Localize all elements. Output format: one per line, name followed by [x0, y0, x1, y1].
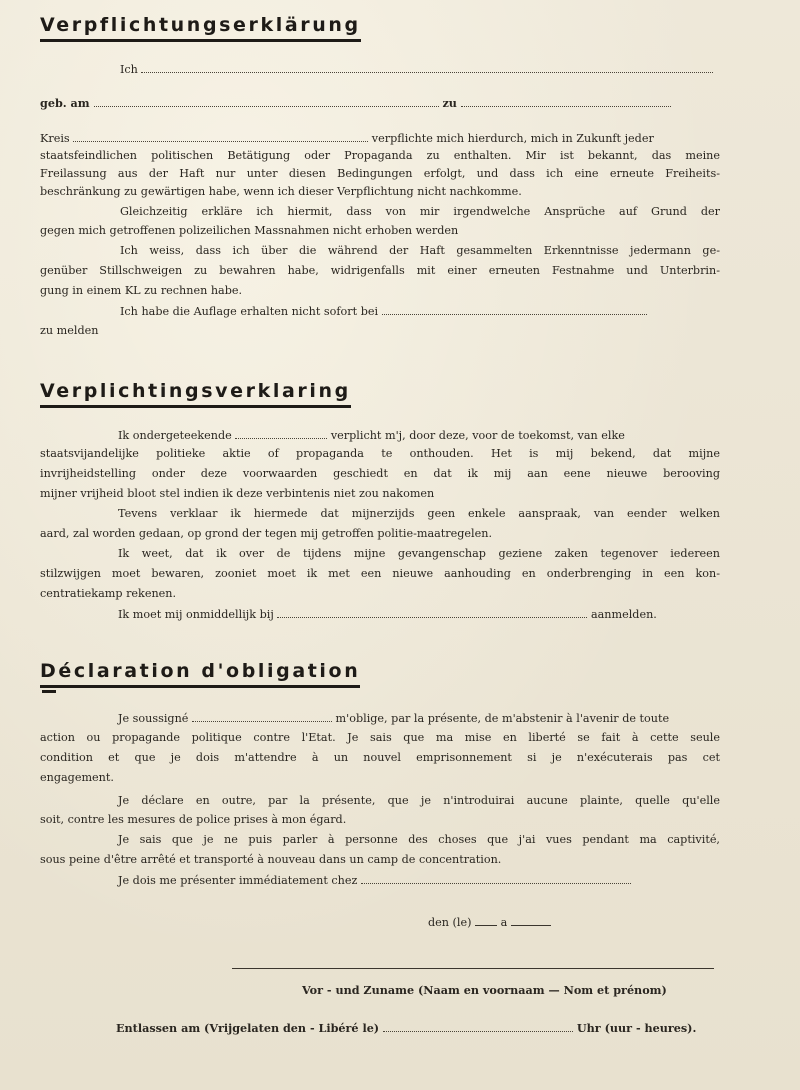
- birthdate-field[interactable]: [94, 96, 439, 107]
- entlassen-label: Entlassen am (Vrijgelaten den - Libéré le): [116, 1021, 380, 1035]
- birthplace-field[interactable]: [461, 96, 671, 107]
- den-mark: a: [500, 916, 508, 929]
- nl-l4: mijner vrijheid bloot stel indien ik deze verbintenis niet zou nakomen: [40, 487, 435, 500]
- de-p1-c: Freilassung aus der Haft nur unter diesen Bedingungen erfolgt, und dass ich eine erneute Freiheits-: [40, 167, 720, 180]
- nl-l5: Tevens verklaar ik hiermede dat mijnerzijds geen enkele aanspraak, van eender welken: [118, 507, 720, 520]
- de-p4-a: Ich habe die Auflage erhalten nicht sofort bei: [120, 305, 379, 318]
- fr-l6: soit, contre les mesures de police prises à mon égard.: [40, 813, 347, 826]
- fr-l5: Je déclare en outre, par la présente, que je n'introduirai aucune plainte, quelle qu'elle: [118, 794, 720, 807]
- name-field[interactable]: [141, 62, 713, 73]
- nl-l10-a: Ik moet mij onmiddellijk bij: [118, 608, 274, 621]
- line-geb: [40, 96, 671, 110]
- fr-l4: engagement.: [40, 771, 114, 784]
- ich-label: Ich: [120, 63, 138, 76]
- de-p3-b: genüber Stillschweigen zu bewahren habe, widrigenfalls mit einer erneuten Festnahme und Unterbrin-: [40, 264, 720, 277]
- de-p4-a-row: [120, 304, 647, 319]
- german-heading: Verpflichtungserklärung: [40, 14, 361, 42]
- fr-l1-b: m'oblige, par la présente, de m'abstenir à l'avenir de toute: [335, 712, 670, 725]
- release-date-field[interactable]: [383, 1021, 573, 1032]
- nl-l1-b: verplicht m'j, door deze, voor de toekomst, van elke: [330, 429, 625, 442]
- dutch-heading: Verplichtingsverklaring: [40, 380, 351, 408]
- de-p3-a: Ich weiss, dass ich über die während der Haft gesammelten Erkenntnisse jedermann ge-: [120, 244, 720, 257]
- signature-line[interactable]: [232, 968, 714, 969]
- de-p2-b: gegen mich getroffenen polizeilichen Massnahmen nicht erhoben werden: [40, 224, 459, 237]
- fr-name-field[interactable]: [192, 711, 332, 722]
- de-p4-b: zu melden: [40, 324, 99, 337]
- dutch-title: [40, 380, 770, 408]
- fr-l1-row: [118, 711, 669, 726]
- zu-label: zu: [442, 96, 457, 110]
- french-heading: Déclaration d'obligation: [40, 660, 360, 688]
- den-row: [428, 915, 551, 930]
- line-ich: [120, 62, 713, 77]
- report-to-field-fr[interactable]: [361, 873, 631, 884]
- den-label: den (le): [428, 916, 472, 929]
- nl-l10-b: aanmelden.: [590, 608, 657, 621]
- release-row: [116, 1021, 696, 1035]
- fr-l8: sous peine d'être arrêté et transporté à nouveau dans un camp de concentration.: [40, 853, 502, 866]
- date-field[interactable]: [475, 915, 497, 926]
- nl-l9: centratiekamp rekenen.: [40, 587, 177, 600]
- nl-l1-row: [118, 428, 625, 443]
- de-p2-a: Gleichzeitig erkläre ich hiermit, dass von mir irgendwelche Ansprüche auf Grund der: [120, 205, 720, 218]
- fr-l7: Je sais que je ne puis parler à personne des choses que j'ai vues pendant ma captivité,: [118, 833, 720, 846]
- nl-l10-row: [118, 607, 657, 622]
- german-title: [40, 14, 770, 42]
- report-to-field-nl[interactable]: [277, 607, 587, 618]
- section-dash: [42, 690, 56, 693]
- fr-l1-a: Je soussigné: [118, 712, 189, 725]
- nl-l7: Ik weet, dat ik over de tijdens mijne gevangenschap geziene zaken tegenover iedereen: [118, 547, 720, 560]
- fr-l9-row: [118, 873, 631, 888]
- de-p1-a: verpflichte mich hierdurch, mich in Zukunft jeder: [371, 132, 654, 145]
- de-p1-b: staatsfeindlichen politischen Betätigung oder Propaganda zu enthalten. Mir ist bekannt, das meine: [40, 149, 720, 162]
- date-field-2[interactable]: [511, 915, 551, 926]
- geb-am-label: geb. am: [40, 96, 90, 110]
- nl-l1-a: Ik ondergeteekende: [118, 429, 232, 442]
- fr-l9-a: Je dois me présenter immédiatement chez: [118, 874, 358, 887]
- nl-l6: aard, zal worden gedaan, op grond der tegen mij getroffen politie-maatregelen.: [40, 527, 493, 540]
- line-kreis: [40, 131, 654, 146]
- de-p3-c: gung in einem KL zu rechnen habe.: [40, 284, 243, 297]
- report-to-field-de[interactable]: [382, 304, 647, 315]
- kreis-label: Kreis: [40, 132, 70, 145]
- name-caption: Vor - und Zuname (Naam en voornaam — Nom et prénom): [302, 983, 667, 997]
- fr-l2: action ou propagande politique contre l'Etat. Je sais que ma mise en liberté se fait à cette seule: [40, 731, 720, 744]
- french-title: [40, 660, 770, 688]
- uhr-label: Uhr (uur - heures).: [576, 1021, 697, 1035]
- fr-l3: condition et que je dois m'attendre à un nouvel emprisonnement si je n'exécuterais pas cet: [40, 751, 720, 764]
- nl-l2: staatsvijandelijke politieke aktie of propaganda te onthouden. Het is mij bekend, dat mijne: [40, 447, 720, 460]
- kreis-field[interactable]: [73, 131, 368, 142]
- de-p1-d: beschränkung zu gewärtigen habe, wenn ich dieser Verpflichtung nicht nachkomme.: [40, 185, 522, 198]
- nl-name-field[interactable]: [235, 428, 327, 439]
- nl-l3: invrijheidstelling onder deze voorwaarden geschiedt en dat ik mij aan eene nieuwe berooving: [40, 467, 720, 480]
- nl-l8: stilzwijgen moet bewaren, zooniet moet ik met een nieuwe aanhouding en onderbrenging in een kon-: [40, 567, 720, 580]
